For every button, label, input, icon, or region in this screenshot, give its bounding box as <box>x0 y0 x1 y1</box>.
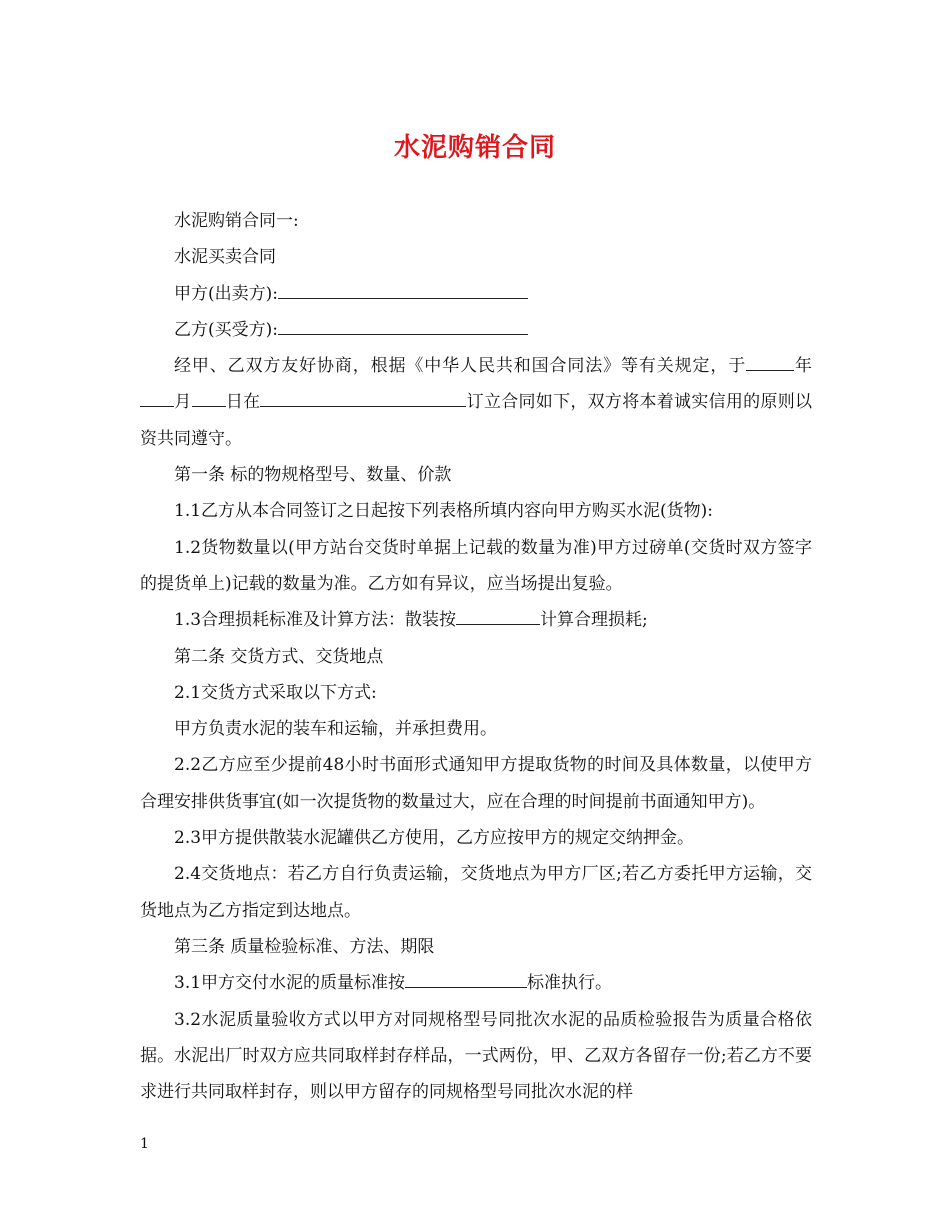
preamble-text-e: 订立合同如下，双方将本着诚实信用的原则以资共同遵守。 <box>140 392 813 449</box>
document-title: 水泥购销合同 <box>393 133 556 163</box>
party-b-label: 乙方(买受方): <box>174 319 278 340</box>
clause-1-1: 1.1乙方从本合同签订之日起按下列表格所填内容向甲方购买水泥(货物): <box>174 501 714 522</box>
day-blank <box>192 389 226 408</box>
contract-body <box>140 203 812 1110</box>
paragraph-party-a <box>140 276 812 312</box>
paragraph-section-heading: 水泥购销合同一: <box>174 211 299 231</box>
clause-3-1-text-b: 标准执行。 <box>527 973 613 994</box>
clause-2-4: 2.4交货地点：若乙方自行负责运输，交货地点为甲方厂区;若乙方委托甲方运输，交货地点为乙方指定到达地点。 <box>140 864 812 921</box>
clause-2-1: 2.1交货方式采取以下方式: <box>174 682 377 703</box>
party-a-blank <box>278 280 528 299</box>
clause-1-3-text-a: 1.3合理损耗标准及计算方法：散装按 <box>174 610 457 631</box>
place-blank <box>260 389 466 408</box>
preamble-day-label: 日在 <box>225 392 261 413</box>
clause-1-3-text-b: 计算合理损耗; <box>540 610 648 631</box>
clause-3-2: 3.2水泥质量验收方式以甲方对同规格型号同批次水泥的品质检验报告为质量合格依据。水泥出厂时双方应共同取样封存样品，一式两份，甲、乙双方各留存一份;若乙方不要求进行共同取样封存，则以甲方留存的同规格型号同批次水泥的样 <box>140 1009 812 1103</box>
paragraph-preamble <box>140 348 812 457</box>
article-2-heading: 第二条 交货方式、交货地点 <box>174 646 384 667</box>
page-number: 1 <box>140 1136 149 1152</box>
paragraph-party-b <box>140 312 812 348</box>
month-blank <box>140 389 174 408</box>
preamble-year-label: 年 <box>794 356 813 377</box>
clause-3-1 <box>140 965 812 1001</box>
preamble-text-a: 经甲、乙双方友好协商，根据《中华人民共和国合同法》等有关规定，于 <box>174 356 747 377</box>
clause-2-3: 2.3甲方提供散装水泥罐供乙方使用，乙方应按甲方的规定交纳押金。 <box>174 828 695 849</box>
party-b-blank <box>278 316 528 335</box>
clause-3-1-text-a: 3.1甲方交付水泥的质量标准按 <box>174 973 406 994</box>
preamble-month-label: 月 <box>174 392 192 413</box>
clause-1-2: 1.2货物数量以(甲方站台交货时单据上记载的数量为准)甲方过磅单(交货时双方签字的提货单上)记载的数量为准。乙方如有异议，应当场提出复验。 <box>140 537 812 594</box>
article-3-heading: 第三条 质量检验标准、方法、期限 <box>174 936 435 957</box>
year-blank-cont <box>786 352 794 371</box>
year-blank <box>746 352 786 371</box>
party-a-label: 甲方(出卖方): <box>174 283 278 304</box>
loss-standard-blank <box>456 606 540 625</box>
paragraph-contract-name: 水泥买卖合同 <box>174 247 276 268</box>
article-1-heading: 第一条 标的物规格型号、数量、价款 <box>174 465 452 486</box>
clause-2-1-detail: 甲方负责水泥的装车和运输，并承担费用。 <box>174 719 497 740</box>
quality-standard-blank <box>405 969 527 988</box>
clause-1-3 <box>140 602 812 638</box>
clause-2-2: 2.2乙方应至少提前48小时书面形式通知甲方提取货物的时间及具体数量，以使甲方合理安排供货事宜(如一次提货物的数量过大，应在合理的时间提前书面通知甲方)。 <box>140 755 812 812</box>
